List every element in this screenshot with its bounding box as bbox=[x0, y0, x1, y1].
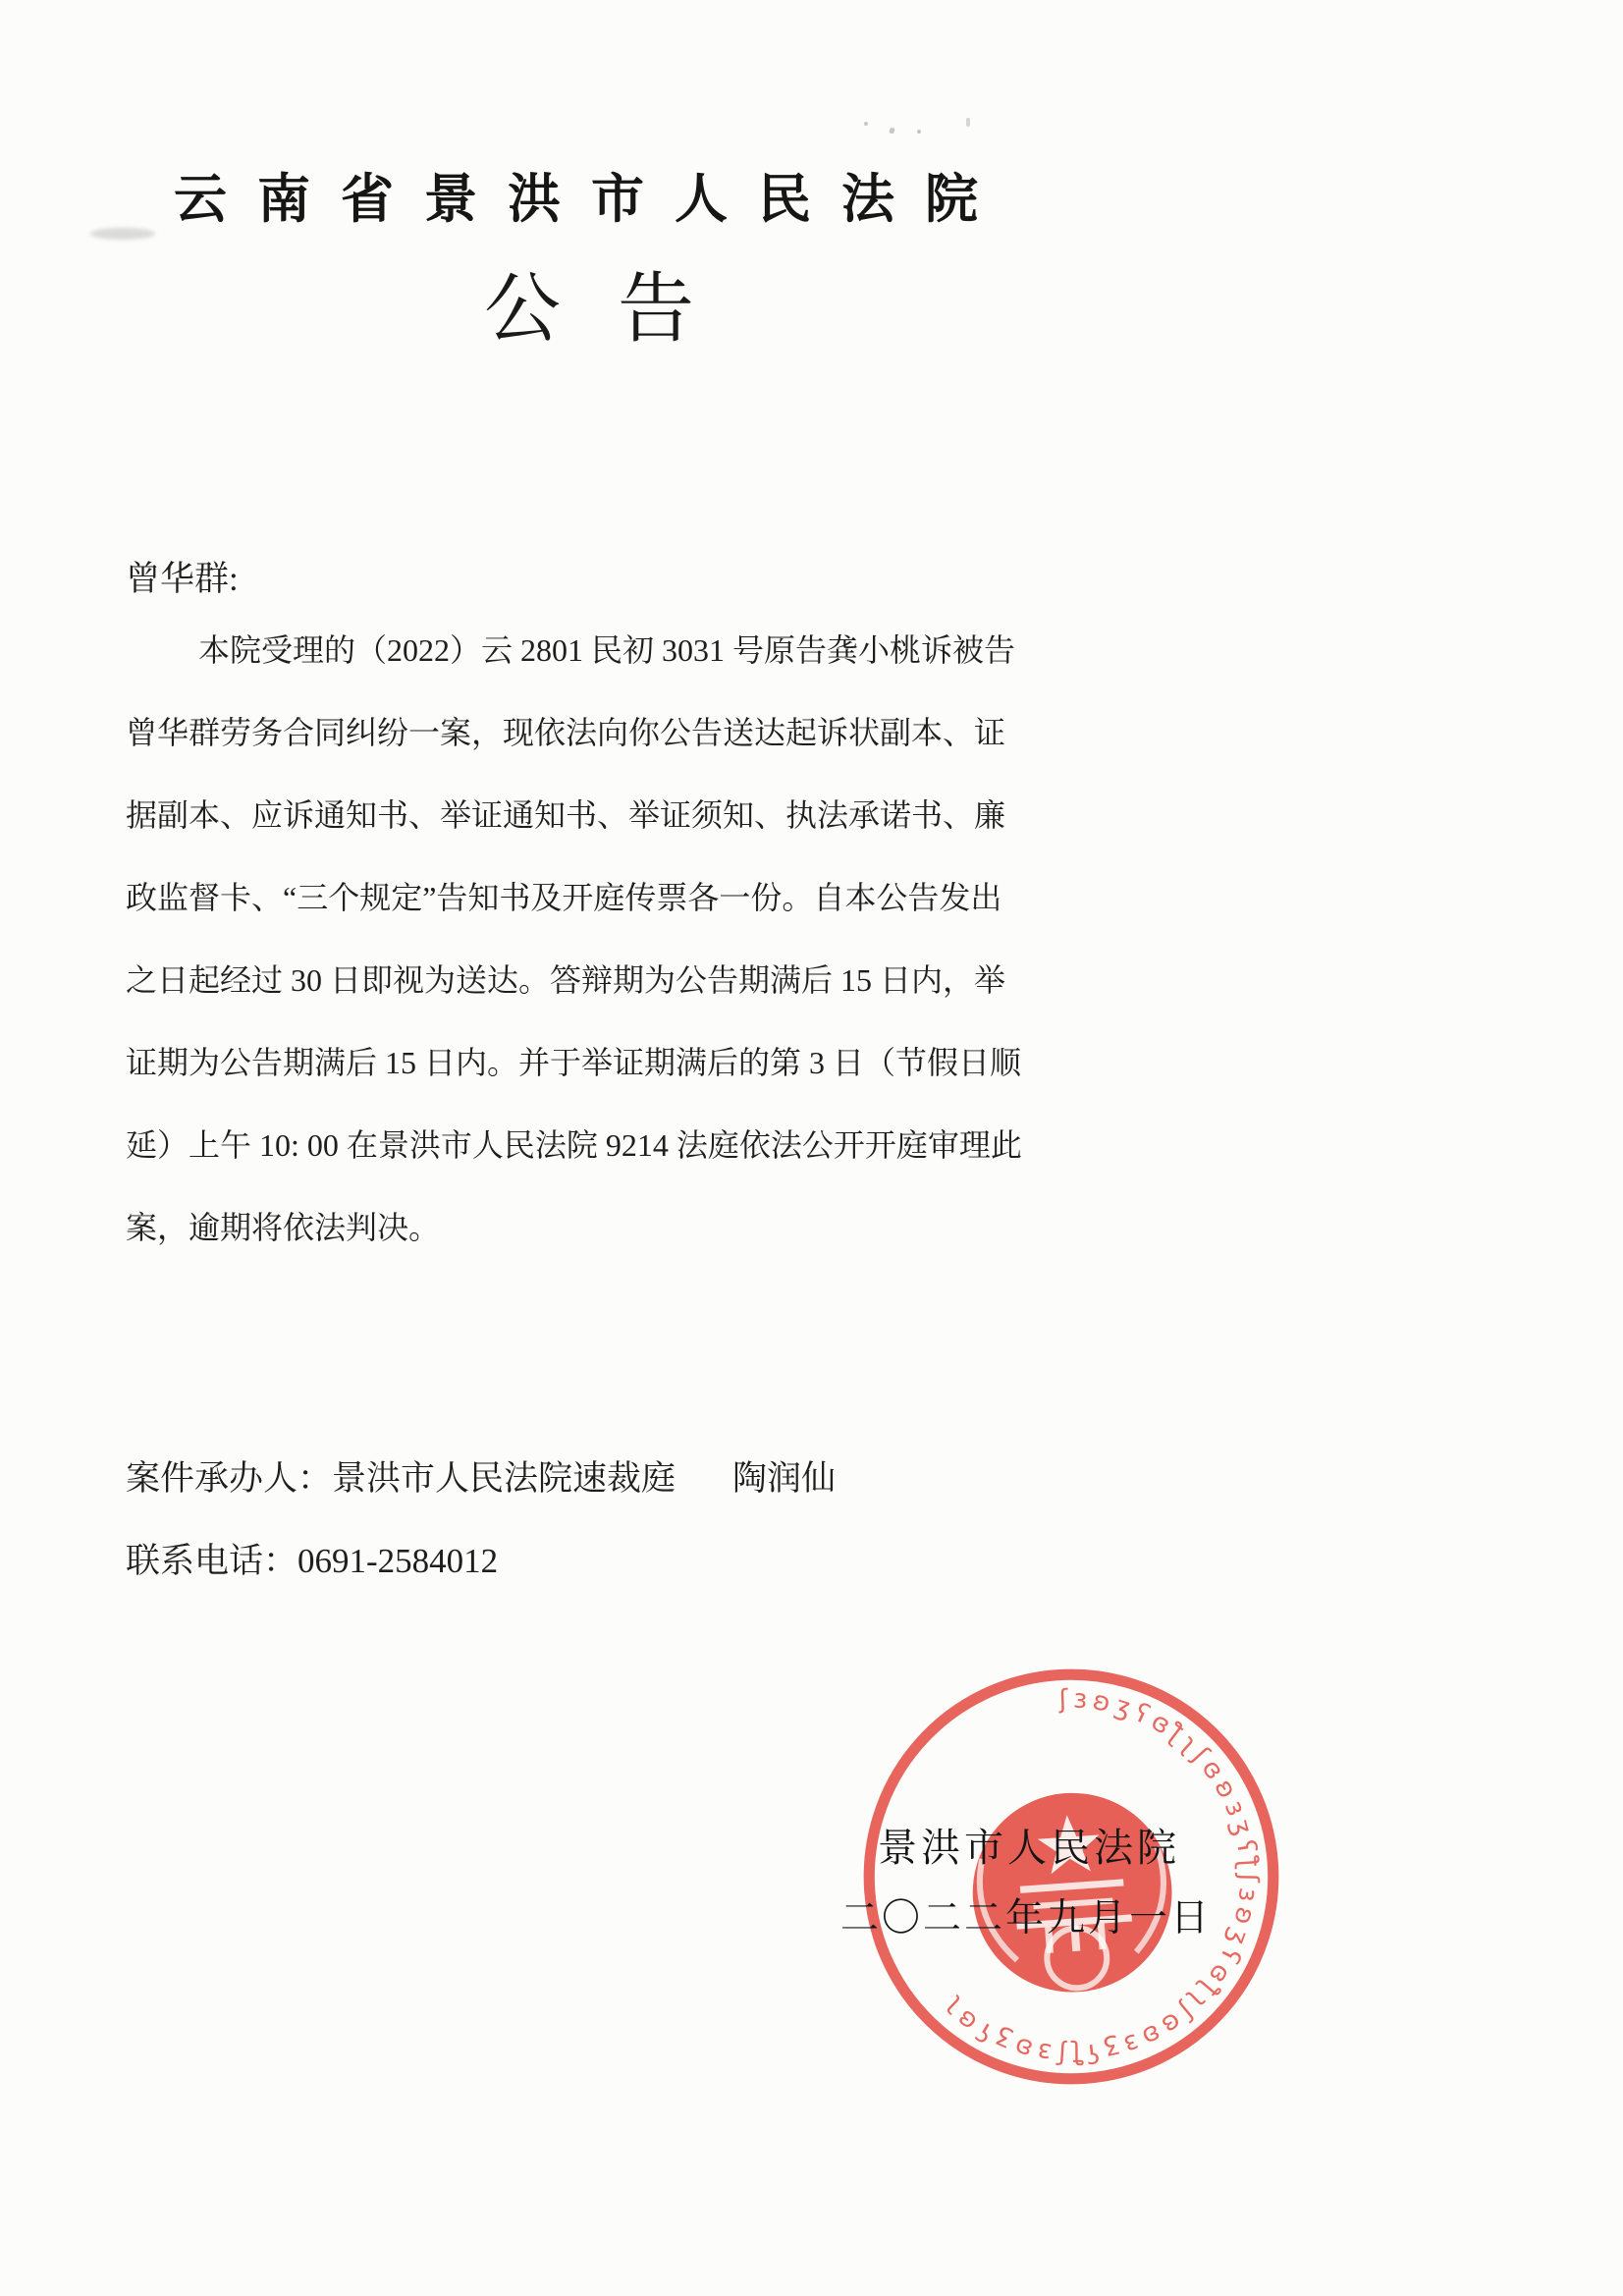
svg-text:ʃɜʚʒʕɞƪʅʃɞʚɜʒʕƪʃɜʚʒʕɞƪʅʃɞʚɜʒʕƪ: ʃɜʚʒʕɞƪʅʃɞʚɜʒʕƪʃɜʚʒʕɞƪʅʃɞʚɜʒʕƪʃɜʚʒʕɞʅ bbox=[933, 1684, 1264, 2069]
seal-court-name: 景洪市人民法院 bbox=[878, 1826, 1180, 1870]
body-line: 曾华群劳务合同纠纷一案，现依法向你公告送达起诉状副本、证 bbox=[126, 715, 1006, 750]
body-line: 据副本、应诉通知书、举证通知书、举证须知、执法承诺书、廉 bbox=[126, 797, 1006, 833]
case-handler-line bbox=[126, 1449, 1206, 1508]
body-line: 证期为公告期满后 15 日内。并于举证期满后的第 3 日（节假日顺 bbox=[126, 1045, 1022, 1080]
contact-phone-line bbox=[126, 1532, 1009, 1591]
body-line: 本院受理的（2022）云 2801 民初 3031 号原告龚小桃诉被告 bbox=[198, 632, 1016, 668]
scan-artifact bbox=[856, 116, 984, 141]
document-title: 公告 bbox=[483, 266, 751, 352]
body-line: 延）上午 10: 00 在景洪市人民法院 9214 法庭依法公开开庭审理此 bbox=[126, 1127, 1022, 1163]
announcement-body bbox=[126, 609, 1022, 1269]
recipient-line: 曾华群: bbox=[126, 560, 239, 598]
court-name-heading: 云南省景洪市人民法院 bbox=[174, 170, 1008, 229]
phone-label: 联系电话： bbox=[126, 1542, 298, 1580]
body-line: 案，逾期将依法判决。 bbox=[126, 1210, 441, 1245]
phone-number: 0691-2584012 bbox=[298, 1542, 499, 1580]
case-handler-name: 陶润仙 bbox=[732, 1459, 837, 1498]
official-seal-graphic bbox=[852, 1658, 1290, 2096]
case-handler-label: 案件承办人： bbox=[126, 1459, 333, 1498]
body-line: 之日起经过 30 日即视为送达。答辩期为公告期满后 15 日内，举 bbox=[126, 962, 1006, 998]
case-handler-org: 景洪市人民法院速裁庭 bbox=[332, 1459, 676, 1498]
official-seal bbox=[852, 1658, 1290, 2096]
seal-date: 二〇二二年九月一日 bbox=[840, 1897, 1213, 1940]
body-line: 政监督卡、“三个规定”告知书及开庭传票各一份。自本公告发出 bbox=[126, 880, 1002, 915]
